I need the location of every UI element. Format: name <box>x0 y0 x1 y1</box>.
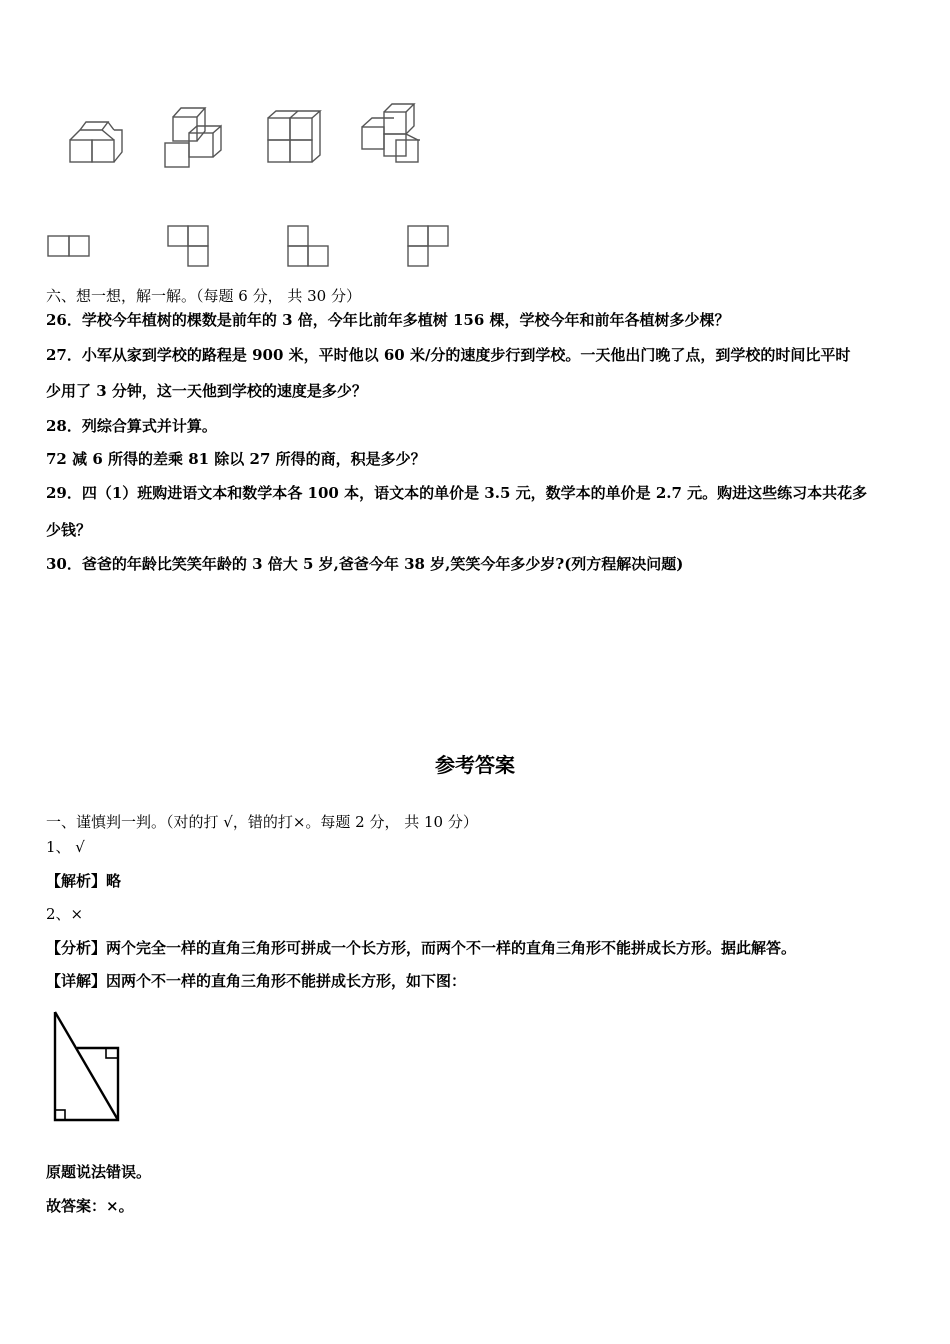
question-29-line2: 少钱？ <box>46 521 92 539</box>
question-29-line1: 29．四（1）班购进语文本和数学本各 100 本，语文本的单价是 3.5 元，数学本的单价是 2.7 元。购进这些练习本共花多 <box>46 484 868 502</box>
question-30: 30．爸爸的年龄比笑笑年龄的 3 倍大 5 岁,爸爸今年 38 岁,笑笑今年多少岁?(列方程解决问题) <box>46 555 684 573</box>
question-28-detail: 72 减 6 所得的差乘 81 除以 27 所得的商，积是多少？ <box>46 450 426 468</box>
answer-1-analysis: 【解析】略 <box>46 872 122 890</box>
question-27-line1: 27．小军从家到学校的路程是 900 米，平时他以 60 米/分的速度步行到学校。一天他出门晚了点，到学校的时间比平时 <box>46 346 851 364</box>
view-1 <box>48 236 89 256</box>
answer-2-analysis: 【分析】两个完全一样的直角三角形可拼成一个长方形，而两个不一样的直角三角形不能拼成长方形。据此解答。 <box>46 939 797 957</box>
view-3 <box>288 226 328 266</box>
cube-stack-1 <box>70 122 122 162</box>
answers-title: 参考答案 <box>435 753 515 777</box>
answers-section-1-header: 一、谨慎判一判。（对的打 √，错的打×。每题 2 分， 共 10 分） <box>46 813 478 831</box>
question-27-line2: 少用了 3 分钟，这一天他到学校的速度是多少？ <box>46 382 367 400</box>
view-4 <box>408 226 448 266</box>
section-6-header: 六、想一想，解一解。（每题 6 分， 共 30 分） <box>46 287 361 305</box>
question-28: 28．列综合算式并计算。 <box>46 417 217 435</box>
answer-2-detail: 【详解】因两个不一样的直角三角形不能拼成长方形，如下图： <box>46 972 467 990</box>
cube-stack-4 <box>362 104 420 162</box>
answer-2-final: 故答案：×。 <box>46 1197 134 1215</box>
view-2 <box>168 226 208 266</box>
answer-2: 2、× <box>46 905 84 923</box>
cube-stack-2 <box>165 108 221 167</box>
cube-stack-3 <box>268 111 320 162</box>
answer-2-conclusion: 原题说法错误。 <box>46 1163 152 1181</box>
answer-1: 1、 √ <box>46 838 85 856</box>
question-26: 26．学校今年植树的棵数是前年的 3 倍，今年比前年多植树 156 棵，学校今年和前年各植树多少棵？ <box>46 311 730 329</box>
cube-figures <box>0 0 950 290</box>
